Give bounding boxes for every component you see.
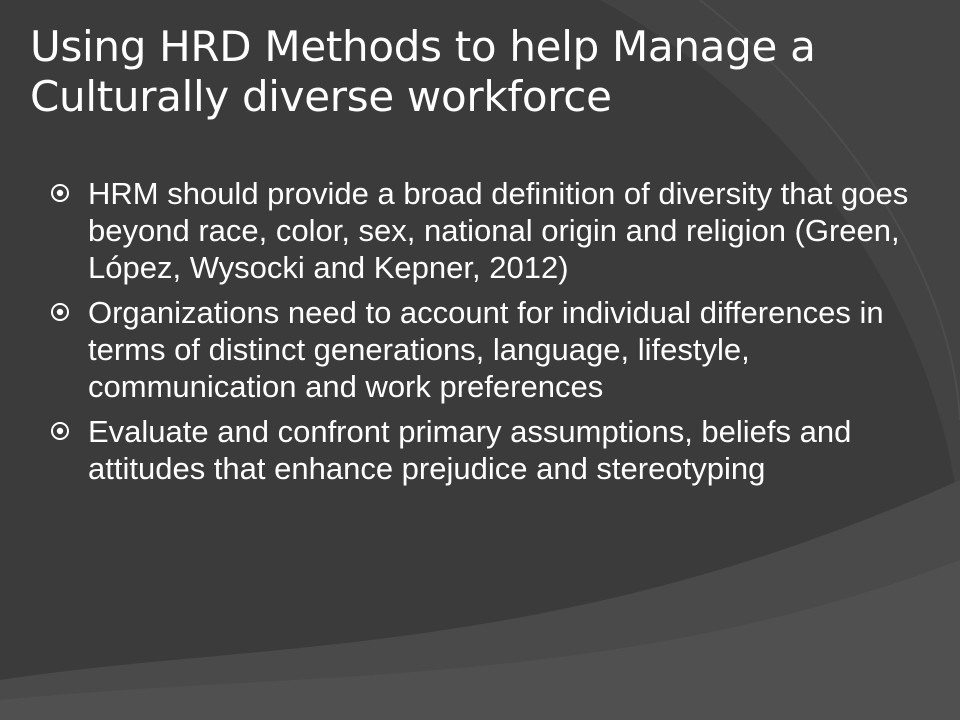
target-bullet-icon — [50, 421, 70, 441]
bullet-item — [50, 175, 930, 286]
slide-title: Using HRD Methods to help Manage a Culturally diverse workforce — [30, 22, 816, 121]
bullet-item — [50, 413, 930, 487]
target-bullet-icon — [50, 183, 70, 203]
target-bullet-icon — [50, 302, 70, 322]
bullet-text: Organizations need to account for individual differences in terms of distinct generations, language, lifestyle, communication and work preferences — [88, 295, 884, 404]
bullet-text: Evaluate and confront primary assumptions, beliefs and attitudes that enhance prejudice and stereotyping — [88, 414, 852, 486]
bullet-text: HRM should provide a broad definition of diversity that goes beyond race, color, sex, national origin and religion (Green, López, Wysocki and Kepner, 2012) — [88, 176, 909, 285]
bullet-list — [50, 175, 930, 495]
bullet-item — [50, 294, 930, 405]
